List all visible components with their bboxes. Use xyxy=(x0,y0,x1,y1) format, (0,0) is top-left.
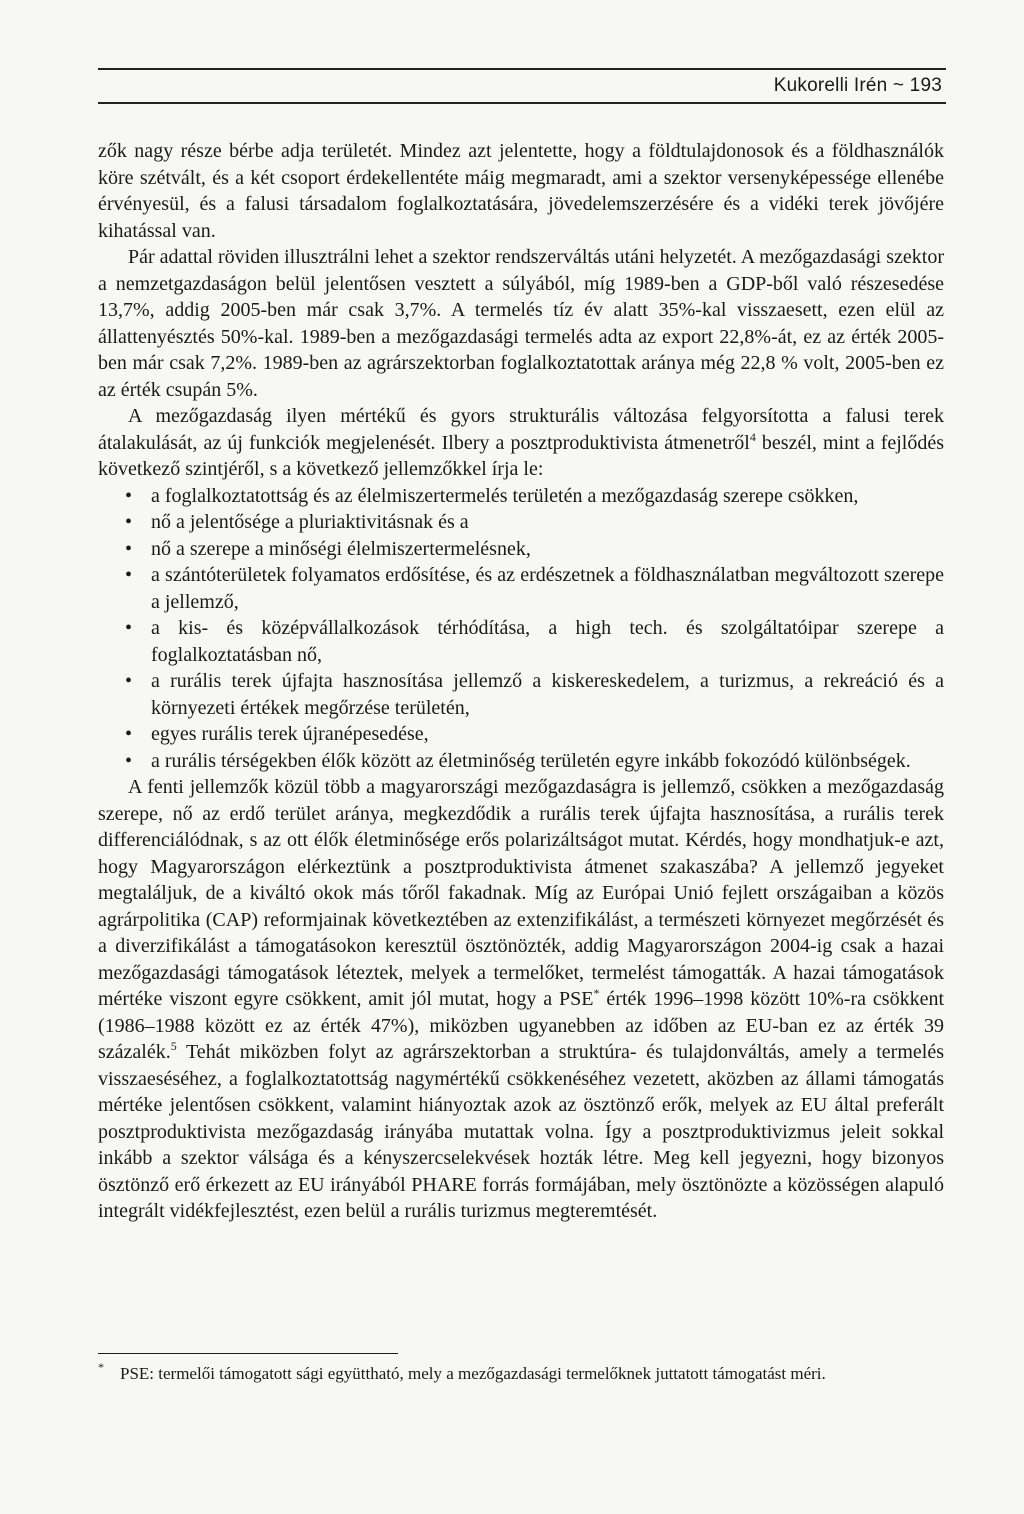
list-item-text: a szántóterületek folyamatos erdősítése, és az erdészetnek a földhasználatban megváltozott szerepe a jellemző, xyxy=(151,564,944,613)
list-item xyxy=(98,615,944,668)
bullet-icon: • xyxy=(125,484,133,507)
paragraph-3 xyxy=(98,403,944,483)
list-item-text: egyes rurális terek újranépesedése, xyxy=(151,723,429,745)
paragraph-2: Pár adattal röviden illusztrálni lehet a szektor rendszerváltás utáni helyzetét. A mezőgazdasági szektor a nemzetgazdaságon belül jelentősen vesztett a súlyából, míg 1989-ben a GDP-ből való részesedése 13,7%, addig 2005-ben már csak 3,7%. A termelés tíz év alatt 35%-kal visszaesett, ezen elül az állattenyésztés 50%-kal. 1989-ben a mezőgazdasági termelés adta az export 22,8%-át, ez az érték 2005-ben már csak 7,2%. 1989-ben az agrárszektorban foglalkoztatottak aránya még 22,8 % volt, 2005-ben ez az érték csupán 5%. xyxy=(98,246,944,401)
list-item-text: a rurális terek újfajta hasznosítása jellemző a kiskereskedelem, a turizmus, a rekreáció és a környezeti értékek megőrzése területén, xyxy=(151,670,944,719)
bullet-icon: • xyxy=(125,537,133,560)
main-text xyxy=(98,138,944,1225)
paragraph-4-text-b: érték 1996–1998 között 10%-ra csökkent (1986–1988 között ez az érték 47%), miközben ugyanebben az időben az EU-ban ez az érték 39 százalék. xyxy=(98,988,944,1063)
paragraph-3-text-b: beszél, mint a fejlődés következő szintjéről, s a következő jellemzőkkel írja le: xyxy=(98,431,945,480)
paragraph-4 xyxy=(98,774,944,1225)
list-item xyxy=(98,562,944,615)
list-item-text: nő a szerepe a minőségi élelmiszertermelésnek, xyxy=(151,537,531,560)
bullet-icon: • xyxy=(125,617,133,639)
bullet-icon: • xyxy=(125,723,133,745)
paragraph-4-text-a: A fenti jellemzők közül több a magyarországi mezőgazdaságra is jellemző, csökken a mezőgazdaság szerepe, nő az erdő terület aránya, megkezdődik a rurális terek újfajta hasznosítása, a rurális terek differenciálódnak, s az ott élők életminősége erős polarizáltságot mutat. Kérdés, hogy mondhatjuk-e azt, hogy Magyarországon elérkeztünk a posztproduktivista átmenet szakaszába? A jellemző jegyeket megtaláljuk, de a kiváltó okok más tőről fakadnak. Míg az Európai Unió fejlett országaiban a közös agrárpolitika (CAP) reformjainak következtében az extenzifikálást, a természeti környezet megőrzését és a diverzifikálást a támogatásokon keresztül ösztönözték, addig Magyarországon 2004-ig csak a hazai mezőgazdasági támogatások léteztek, melyek a termelőket, termelést támogatták. A hazai támogatások mértéke viszont egyre csökkent, amit jól mutat, hogy a PSE xyxy=(98,776,944,1010)
list-item-text: nő a jelentősége a pluriaktivitásnak és a xyxy=(151,511,469,533)
footnote-ref-star: * xyxy=(593,986,600,1000)
bullet-icon: • xyxy=(125,749,133,772)
footnote: * PSE: termelői támogatott sági együttható, mely a mezőgazdasági termelőknek juttatott támogatást méri. xyxy=(98,1360,826,1383)
footnote-ref-4: 4 xyxy=(749,429,756,444)
list-item xyxy=(98,721,944,748)
paragraph-4-text-c: Tehát miközben folyt az agrárszektorban a struktúra- és tulajdonváltás, amely a termelés visszaeséséhez, a foglalkoztatottság nagymértékű csökkenéséhez vezetett, aközben az állami támogatás mértéke jelentősen csökkent, valamint hiányoztak azok az ösztönző erők, melyek az EU által preferált posztproduktivista mezőgazdaság irányába mutattak volna. Így a posztproduktivizmus jeleit sokkal inkább a szektor válsága és a kényszercselekvések hozták létre. Meg kell jegyezni, hogy bizonyos ösztönző erő érkezett az EU irányából PHARE forrás formájában, mely ösztönözte a közösségen alapuló integrált vidékfejlesztést, ezen belül a rurális turizmus megteremtését. xyxy=(98,1041,944,1222)
list-item xyxy=(98,509,944,536)
list-item xyxy=(98,668,944,721)
footnote-divider xyxy=(98,1353,398,1354)
bullet-icon: • xyxy=(125,564,133,586)
list-item-text: a rurális térségekben élők között az életminőség területén egyre inkább fokozódó különbségek. xyxy=(151,749,911,772)
list-item xyxy=(98,748,944,775)
list-item-text: a kis- és középvállalkozások térhódítása, a high tech. és szolgáltatóipar szerepe a foglalkoztatásban nő, xyxy=(151,617,944,666)
characteristics-list xyxy=(98,483,944,775)
bullet-icon: • xyxy=(125,511,133,533)
bullet-icon: • xyxy=(125,670,133,692)
footnote-text: PSE: termelői támogatott sági együttható, mely a mezőgazdasági termelőknek juttatott támogatást méri. xyxy=(120,1364,826,1383)
running-header xyxy=(98,68,946,104)
paragraph-3-text-a: A mezőgazdaság ilyen mértékű és gyors strukturális változása felgyorsította a falusi terek átalakulását, az új funkciók megjelenését. Ilbery a posztproduktivista átmenetről xyxy=(98,405,944,454)
list-item-text: a foglalkoztatottság és az élelmiszertermelés területén a mezőgazdaság szerepe csökken, xyxy=(151,484,859,507)
list-item xyxy=(98,536,944,563)
paragraph-1: zők nagy része bérbe adja területét. Mindez azt jelentette, hogy a földtulajdonosok és a földhasználók köre szétvált, és a két csoport érdekellentéte máig megmaradt, ami a szektor versenyképessége ellenébe érvényesül, és a falusi társadalom foglalkoztatására, jövedelemszerzésére és a vidéki terek jövőjére kihatással van. xyxy=(98,140,944,242)
running-head-text: Kukorelli Irén ~ 193 xyxy=(773,75,942,96)
list-item xyxy=(98,483,944,510)
footnote-ref-5: 5 xyxy=(170,1039,177,1053)
